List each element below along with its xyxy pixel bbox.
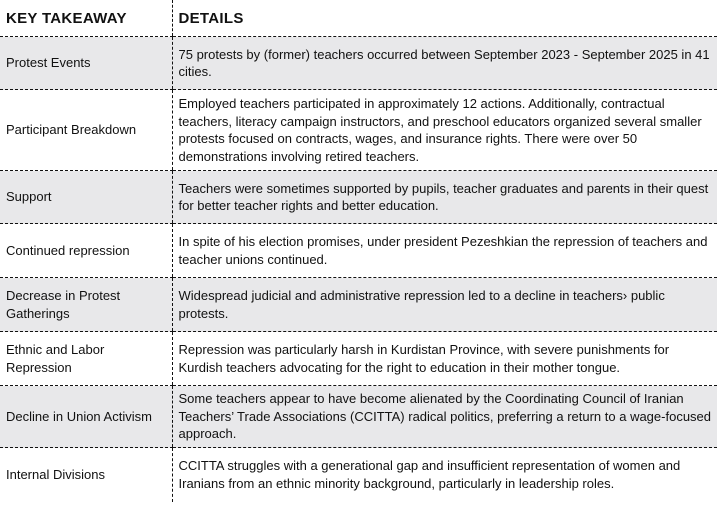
row-details: Some teachers appear to have become alienated by the Coordinating Council of Iranian Teachers’ Trade Associations (CCITTA) radical politics, preferring a return to a wage-focused approach.: [172, 386, 717, 448]
header-key-takeaway: KEY TAKEAWAY: [0, 0, 172, 37]
row-details: 75 protests by (former) teachers occurred between September 2023 - September 2025 in 41 cities.: [172, 37, 717, 90]
row-key: Decrease in Protest Gatherings: [0, 278, 172, 332]
row-key: Support: [0, 171, 172, 224]
table-row: [0, 278, 717, 332]
table-row: [0, 224, 717, 278]
row-key: Ethnic and Labor Repression: [0, 332, 172, 386]
row-key: Continued repression: [0, 224, 172, 278]
table-row: [0, 171, 717, 224]
table-row: [0, 448, 717, 502]
header-row: [0, 0, 717, 37]
table-row: [0, 386, 717, 448]
row-details: Employed teachers participated in approximately 12 actions. Additionally, contractual teachers, literacy campaign instructors, and preschool educators organized several smaller protests focused on contracts, wages, and insurance rights. There were over 50 demonstrations involving retired teachers.: [172, 90, 717, 171]
row-details: Widespread judicial and administrative repression led to a decline in teachers› public protests.: [172, 278, 717, 332]
row-key: Participant Breakdown: [0, 90, 172, 171]
row-details: Repression was particularly harsh in Kurdistan Province, with severe punishments for Kurdish teachers advocating for the right to education in their mother tongue.: [172, 332, 717, 386]
header-details: DETAILS: [172, 0, 717, 37]
table-row: [0, 90, 717, 171]
table-row: [0, 37, 717, 90]
row-details: CCITTA struggles with a generational gap and insufficient representation of women and Iranians from an ethnic minority background, particularly in leadership roles.: [172, 448, 717, 502]
row-key: Internal Divisions: [6, 467, 105, 482]
row-details: In spite of his election promises, under president Pezeshkian the repression of teachers and teacher unions continued.: [172, 224, 717, 278]
table-row: [0, 332, 717, 386]
row-key: Protest Events: [0, 37, 172, 90]
row-details: Teachers were sometimes supported by pupils, teacher graduates and parents in their quest for better teacher rights and better education.: [172, 171, 717, 224]
row-key: Decline in Union Activism: [0, 386, 172, 448]
